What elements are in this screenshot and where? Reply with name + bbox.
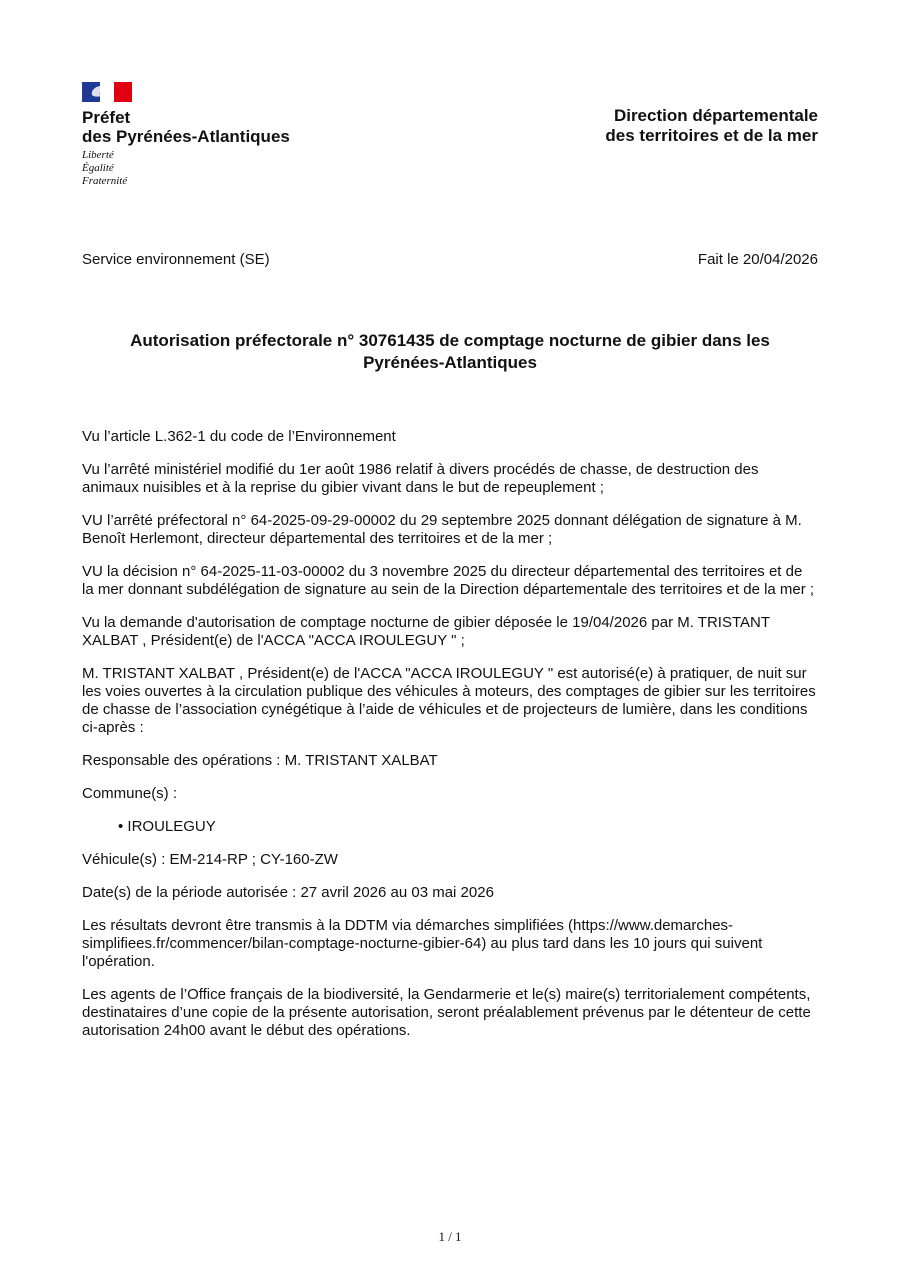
paragraph-code-environnement: Vu l’article L.362-1 du code de l’Environnement xyxy=(82,428,396,445)
paragraph-arrete-prefectoral: VU l’arrêté préfectoral n° 64-2025-09-29-00002 du 29 septembre 2025 donnant délégation de signature à M. Benoît Herlemont, directeur départemental des territoires et de la mer ; xyxy=(82,512,802,547)
republic-motto xyxy=(82,149,290,188)
document-title xyxy=(82,330,818,374)
title-line2: Pyrénées-Atlantiques xyxy=(363,353,537,372)
paragraph-decision: VU la décision n° 64-2025-11-03-00002 du 3 novembre 2025 du directeur départemental des territoires et de la mer donnant subdélégation de signature au sein de la Direction départementale des territoires et de la mer ; xyxy=(82,563,815,598)
paragraph-autorisation: M. TRISTANT XALBAT , Président(e) de l'ACCA "ACCA IROULEGUY " est autorisé(e) à pratiquer, de nuit sur les voies ouvertes à la circulation publique des véhicules à moteurs, des comptages de gibier sur les territoires de chasse de l’association cynégétique à l’aide de véhicules et de projecteurs de lumière, dans les conditions ci-après : xyxy=(82,665,816,736)
paragraph-vehicules: Véhicule(s) : EM-214-RP ; CY-160-ZW xyxy=(82,851,338,868)
prefect-block xyxy=(82,108,290,188)
motto-liberte: Liberté xyxy=(82,149,114,161)
marianne-profile-icon xyxy=(86,85,110,99)
direction-line1: Direction départementale xyxy=(613,106,818,125)
motto-egalite: Égalité xyxy=(82,162,114,174)
paragraph-responsable: Responsable des opérations : M. TRISTANT XALBAT xyxy=(82,752,438,769)
paragraph-communes-label: Commune(s) : xyxy=(82,785,178,802)
paragraph-agents: Les agents de l’Office français de la biodiversité, la Gendarmerie et le(s) maire(s) territorialement compétents, destinataires d’une copie de la présente autorisation, seront préalablement prévenus par le détenteur de cette autorisation 24h00 avant le début des opérations. xyxy=(82,986,811,1039)
document-date: Fait le 20/04/2026 xyxy=(697,251,818,268)
paragraph-demande: Vu la demande d'autorisation de comptage nocturne de gibier déposée le 19/04/2026 par M. TRISTANT XALBAT , Président(e) de l'ACCA "ACCA IROULEGUY " ; xyxy=(82,614,770,649)
direction-line2: des territoires et de la mer xyxy=(605,126,818,145)
prefect-title-line2: des Pyrénées-Atlantiques xyxy=(82,127,290,146)
direction-header xyxy=(605,106,818,146)
paragraph-periode: Date(s) de la période autorisée : 27 avril 2026 au 03 mai 2026 xyxy=(82,884,494,901)
prefect-title-line1: Préfet xyxy=(82,108,131,127)
commune-name: IROULEGUY xyxy=(127,818,216,835)
title-line1: Autorisation préfectorale n° 30761435 de comptage nocturne de gibier dans les xyxy=(130,331,770,350)
republique-francaise-logo xyxy=(82,82,132,102)
motto-fraternite: Fraternité xyxy=(82,175,128,187)
page-number: 1 / 1 xyxy=(438,1229,462,1244)
paragraph-arrete-ministeriel: Vu l’arrêté ministériel modifié du 1er août 1986 relatif à divers procédés de chasse, de destruction des animaux nuisibles et à la reprise du gibier vivant dans le but de repeuplement ; xyxy=(82,461,759,496)
commune-list-item xyxy=(82,818,818,836)
paragraph-resultats: Les résultats devront être transmis à la DDTM via démarches simplifiées (https://www.demarches-simplifiees.fr/commencer/bilan-comptage-nocturne-gibier-64) au plus tard dans les 10 jours qui suivent l'opération. xyxy=(82,917,763,970)
document-body xyxy=(82,428,818,1055)
service-label: Service environnement (SE) xyxy=(82,251,270,268)
